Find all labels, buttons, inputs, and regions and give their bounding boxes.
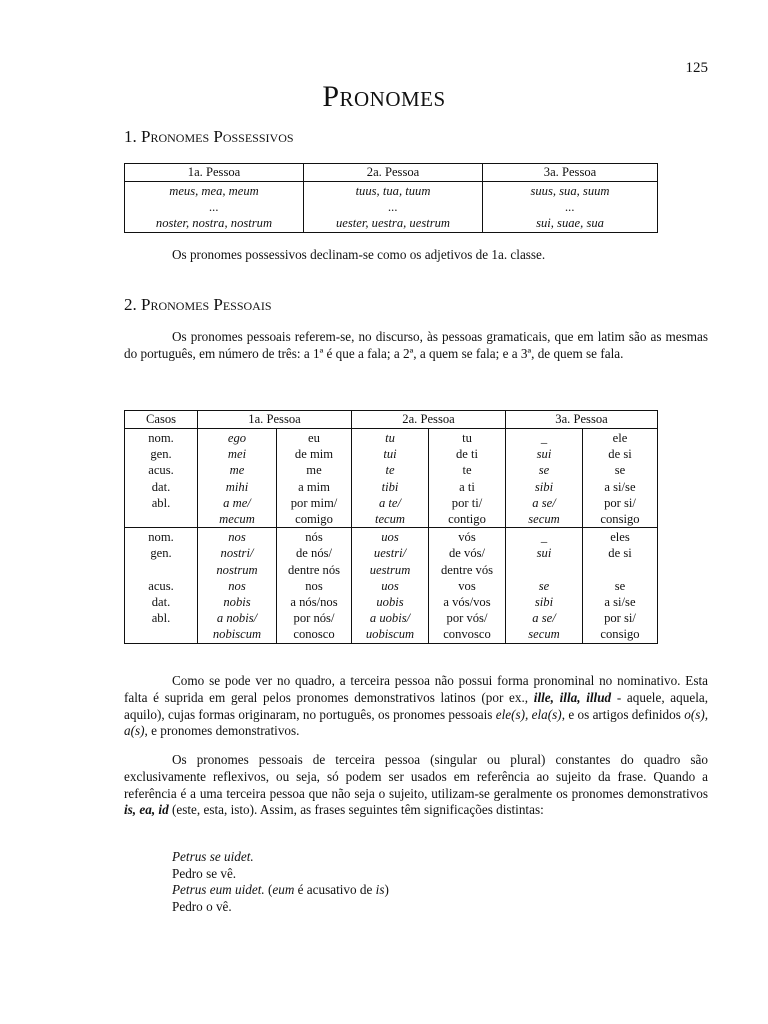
table-row (125, 215, 658, 233)
table-cell: a se/ (506, 610, 583, 626)
section-heading-personal: 2. Pronomes Pessoais (124, 295, 272, 314)
header-cell: Casos (125, 411, 198, 429)
table-cell: abl. (151, 495, 171, 510)
table-cell: de si (583, 446, 658, 462)
table-cell: vós (429, 528, 506, 546)
table-cell: se (506, 462, 583, 478)
third-person-paragraph (124, 673, 708, 740)
examples-block (172, 849, 389, 915)
table-cell: contigo (429, 511, 506, 528)
table-cell: uobis (352, 594, 429, 610)
personal-intro-paragraph: Os pronomes pessoais referem-se, no discurso, às pessoas gramaticais, que em latim são as mesmas do português, em número de três: a 1ª é que a fala; a 2ª, a quem se fala; e a 3ª, de quem se fala. (124, 329, 708, 361)
table-cell: por ti/ (429, 495, 506, 511)
table-cell: tibi (352, 479, 429, 495)
table-cell: por mim/ (277, 495, 352, 511)
table-cell: eu (277, 429, 352, 447)
table-cell: eles (583, 528, 658, 546)
table-cell: uester, uestra, uestrum (304, 215, 483, 233)
table-row (125, 578, 658, 594)
table-cell: sibi (506, 594, 583, 610)
table-cell: por si/ (583, 610, 658, 626)
example-line: Pedro se vê. (172, 865, 237, 881)
table-cell: noster, nostra, nostrum (125, 215, 304, 233)
table-cell: gen. (150, 546, 172, 561)
table-cell: nós (277, 528, 352, 546)
table-cell: ... (125, 199, 304, 215)
table-cell: vos (429, 578, 506, 594)
table-cell: a mim (277, 479, 352, 495)
section-heading-possessive: 1. Pronomes Possessivos (124, 127, 294, 146)
table-cell: conosco (277, 626, 352, 643)
table-cell: se (583, 578, 658, 594)
text-run: (este, esta, isto). Assim, as frases seguintes têm significações distintas: (172, 802, 544, 818)
table-cell: te (352, 462, 429, 478)
table-cell: a se/ (506, 495, 583, 511)
table-cell: uestri/ (352, 545, 429, 561)
table-cell (506, 562, 583, 578)
header-cell: 1a. Pessoa (198, 411, 352, 429)
table-cell: nom. (125, 528, 198, 546)
table-cell: se (583, 462, 658, 478)
table-cell: comigo (277, 511, 352, 528)
header-cell: 1a. Pessoa (125, 164, 304, 182)
table-cell: dat. (151, 479, 171, 494)
header-cell: 3a. Pessoa (506, 411, 658, 429)
table-cell: nobis (198, 594, 277, 610)
page-number: 125 (685, 60, 708, 76)
table-cell: por si/ (583, 495, 658, 511)
table-cell: uos (352, 528, 429, 546)
table-cell: de si (583, 545, 658, 561)
table-cell: gen. (150, 447, 172, 462)
table-cell: de nós/ (277, 545, 352, 561)
table-cell: tuus, tua, tuum (304, 182, 483, 200)
table-cell: a me/ (198, 495, 277, 511)
table-cell: consigo (583, 626, 658, 643)
table-cell: dentre nós (277, 562, 352, 578)
header-cell: 2a. Pessoa (304, 164, 483, 182)
table-cell: a si/se (583, 479, 658, 495)
table-cell: secum (506, 511, 583, 528)
latin-example: Petrus eum uidet. (172, 882, 265, 898)
table-cell: uestrum (352, 562, 429, 578)
table-cell: _ (506, 528, 583, 546)
table-cell: a nós/nos (277, 594, 352, 610)
text-run: , e pronomes demonstrativos. (144, 723, 300, 739)
note-base: is (375, 882, 385, 898)
table-cell: tecum (352, 511, 429, 528)
reflexive-paragraph (124, 752, 708, 819)
table-cell: sui (506, 545, 583, 561)
table-cell: de vós/ (429, 545, 506, 561)
personal-pronouns-table (124, 410, 658, 644)
personal-table-body (125, 429, 658, 644)
table-cell: sui, suae, sua (483, 215, 658, 233)
table-row (125, 479, 658, 495)
table-cell: nom. (125, 429, 198, 447)
table-row (125, 562, 658, 578)
table-cell: a uobis/ (352, 610, 429, 626)
note-close: ) (384, 882, 389, 898)
table-cell: a te/ (352, 495, 429, 511)
table-row (125, 182, 658, 200)
table-cell: ... (304, 199, 483, 215)
table-cell (583, 562, 658, 578)
table-cell: sui (506, 446, 583, 462)
example-line (172, 849, 389, 866)
table-cell: ele (583, 429, 658, 447)
table-cell: mecum (198, 511, 277, 528)
table-row (125, 545, 658, 561)
table-cell: te (429, 462, 506, 478)
note-open: ( (267, 882, 273, 898)
text-run: , e os artigos definidos (561, 706, 681, 722)
table-cell: se (506, 578, 583, 594)
table-cell: me (277, 462, 352, 478)
table-cell (125, 626, 198, 643)
table-cell: por nós/ (277, 610, 352, 626)
table-cell: ego (198, 429, 277, 447)
table-row (125, 495, 658, 511)
table-header-row (125, 164, 658, 182)
table-cell: sibi (506, 479, 583, 495)
italic-term: o(s), a(s) (124, 706, 709, 739)
header-cell: 3a. Pessoa (483, 164, 658, 182)
table-cell: uobiscum (352, 626, 429, 643)
table-row (125, 429, 658, 447)
table-cell: a nobis/ (198, 610, 277, 626)
table-cell: nos (198, 528, 277, 546)
table-row (125, 462, 658, 478)
table-cell: mei (198, 446, 277, 462)
header-cell: 2a. Pessoa (352, 411, 506, 429)
table-cell: por vós/ (429, 610, 506, 626)
possessive-pronouns-table (124, 163, 658, 233)
table-cell: meus, mea, meum (125, 182, 304, 200)
table-cell: acus. (148, 463, 174, 478)
page-title: Pronomes (322, 80, 446, 113)
table-cell: de mim (277, 446, 352, 462)
table-row (125, 511, 658, 528)
text-run: Como se pode ver no quadro, a terceira pessoa não possui forma pronominal no nominativo. Esta falta é suprida em geral pelos pronomes demonstrativos latinos (por ex., (124, 673, 708, 705)
demonstrative-words: ille, illa, illud (533, 689, 612, 705)
table-cell: nobiscum (198, 626, 277, 643)
text-run: - aquele, aquela, aquilo), cujas formas originaram, no português, os pronomes pessoais (124, 689, 709, 722)
table-row (125, 594, 658, 610)
table-cell: dat. (151, 595, 171, 610)
table-header-row (125, 411, 658, 429)
table-cell: convosco (429, 626, 506, 643)
table-cell: consigo (583, 511, 658, 528)
demonstrative-words: is, ea, id (124, 802, 169, 818)
table-cell: a vós/vos (429, 594, 506, 610)
table-cell: tu (429, 429, 506, 447)
table-cell: uos (352, 578, 429, 594)
table-cell: nos (198, 578, 277, 594)
latin-example: Petrus se uidet. (172, 849, 254, 864)
table-cell: dentre vós (429, 562, 506, 578)
table-row (125, 626, 658, 643)
table-cell: _ (506, 429, 583, 447)
table-cell: secum (506, 626, 583, 643)
italic-term: ele(s), ela(s) (495, 706, 562, 722)
table-cell: ... (483, 199, 658, 215)
table-cell: a si/se (583, 594, 658, 610)
table-cell: a ti (429, 479, 506, 495)
note-mid: é acusativo de (294, 882, 376, 898)
table-row (125, 528, 658, 546)
table-cell: mihi (198, 479, 277, 495)
table-cell: me (198, 462, 277, 478)
table-cell: nos (277, 578, 352, 594)
example-line: Pedro o vê. (172, 898, 232, 914)
table-cell (125, 562, 198, 578)
table-cell: tui (352, 446, 429, 462)
table-cell: de ti (429, 446, 506, 462)
table-cell: acus. (148, 578, 174, 593)
table-cell (125, 511, 198, 528)
table-cell: nostrum (198, 562, 277, 578)
example-line (172, 882, 389, 899)
text-run: Os pronomes pessoais de terceira pessoa (singular ou plural) constantes do quadro são exclusivamente reflexivos, ou seja, só podem ser usados em referência ao sujeito da frase. Quando a referência é a uma terceira pessoa que não seja o sujeito, utilizam-se geralmente os pronomes demonstrativos (124, 752, 708, 801)
table-cell: suus, sua, suum (483, 182, 658, 200)
table-cell: abl. (151, 611, 171, 626)
possessive-note: Os pronomes possessivos declinam-se como os adjetivos de 1a. classe. (172, 247, 546, 262)
note-word: eum (272, 882, 295, 898)
table-row (125, 199, 658, 215)
table-cell: tu (352, 429, 429, 447)
table-row (125, 610, 658, 626)
table-row (125, 446, 658, 462)
table-cell: nostri/ (198, 545, 277, 561)
